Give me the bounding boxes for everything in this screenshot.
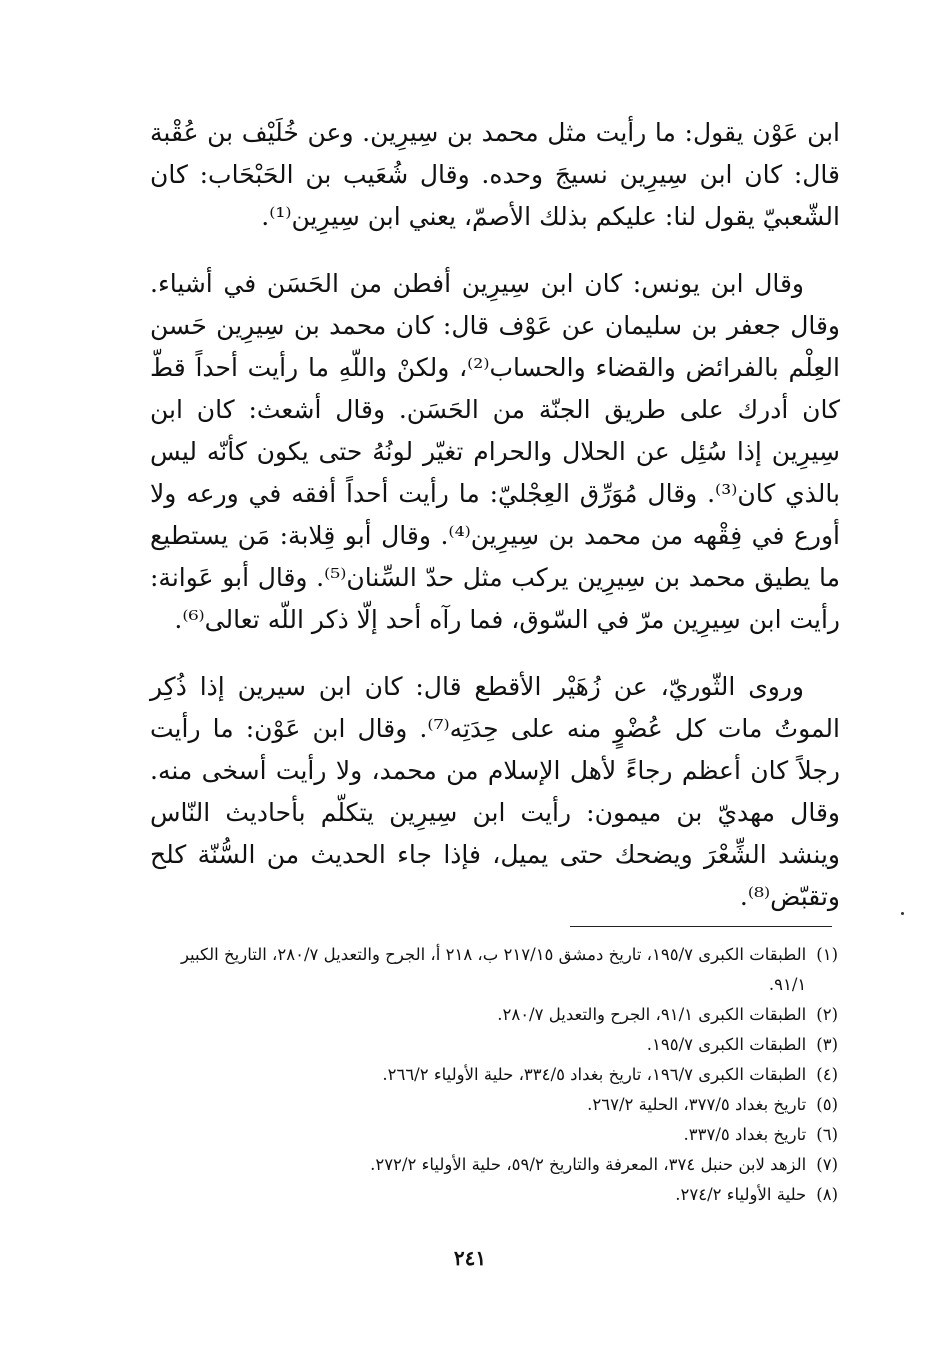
footnote-text: تاريخ بغداد ٣٧٧/٥، الحلية ٢٦٧/٢.	[587, 1095, 807, 1114]
paragraph-2: وقال ابن يونس: كان ابن سِيرِين أفطن من الحَسَن في أشياء. وقال جعفر بن سليمان عن عَوْف قال: كان محمد بن سِيرِين حَسن العِلْم بالفرائض والقضاء والحساب⁽²⁾، ولكنْ واللّهِ ما رأيت أحداً قطّ كان أدرك على طريق الجنّة من الحَسَن. وقال أشعث: كان ابن سِيرِين إذا سُئِل عن الحلال والحرام تغيّر لونُهُ حتى يكون كأنّه ليس بالذي كان⁽³⁾. وقال مُوَرِّق العِجْليّ: ما رأيت أحداً أفقه في ورعه ولا أورع في فِقْهه من محمد بن سِيرِين⁽⁴⁾. وقال أبو قِلابة: مَن يستطيع ما يطيق محمد بن سِيرِين يركب مثل حدّ السِّنان⁽⁵⁾. وقال أبو عَوانة: رأيت ابن سِيرِين مرّ في السّوق، فما رآه أحد إلّا ذكر اللّه تعالى⁽⁶⁾.	[150, 269, 840, 634]
footnote-separator	[570, 926, 832, 927]
footnote-4	[170, 1060, 838, 1090]
footnote-number: (٣)	[816, 1035, 838, 1054]
footnote-text: الطبقات الكبرى ٩١/١، الجرح والتعديل ٢٨٠/٧.	[497, 1005, 807, 1024]
footnote-number: (١)	[816, 945, 838, 964]
footnote-text: تاريخ بغداد ٣٣٧/٥.	[683, 1125, 807, 1144]
footnote-8	[170, 1180, 838, 1210]
footnote-number: (٤)	[816, 1065, 838, 1084]
paragraph-3: وروى الثّوريّ، عن زُهَيْر الأقطع قال: كان ابن سيرين إذا ذُكِر الموتُ مات كل عُضْوٍ منه على حِدَتِه⁽⁷⁾. وقال ابن عَوْن: ما رأيت رجلاً كان أعظم رجاءً لأهل الإسلام من محمد، ولا رأيت أسخى منه. وقال مهديّ بن ميمون: رأيت ابن سِيرِين يتكلّم بأحاديث النّاس وينشد الشِّعْرَ ويضحك حتى يميل، فإذا جاء الحديث من السُّنّة كلح وتقبّض⁽⁸⁾.	[150, 672, 840, 911]
footnote-number: (٧)	[816, 1155, 838, 1174]
footnote-number: (٦)	[816, 1125, 838, 1144]
scan-speck	[901, 912, 904, 915]
page-number: ٢٤١	[453, 1246, 487, 1270]
footnote-text: الزهد لابن حنبل ٣٧٤، المعرفة والتاريخ ٥٩/٢، حلية الأولياء ٢٧٢/٢.	[370, 1155, 807, 1174]
paragraph-1: ابن عَوْن يقول: ما رأيت مثل محمد بن سِيرِين. وعن خُلَيْف بن عُقْبة قال: كان ابن سِيرِين نسيجَ وحده. وقال شُعَيب بن الحَبْحَاب: كان الشّعبيّ يقول لنا: عليكم بذلك الأصمّ، يعني ابن سِيرِين⁽¹⁾.	[150, 118, 840, 231]
footnotes	[170, 940, 838, 1210]
footnote-number: (٨)	[816, 1185, 838, 1204]
footnote-text: الطبقات الكبرى ١٩٥/٧.	[646, 1035, 807, 1054]
footnote-number: (٢)	[816, 1005, 838, 1024]
footnote-text: الطبقات الكبرى ١٩٦/٧، تاريخ بغداد ٣٣٤/٥، حلية الأولياء ٢٦٦/٢.	[382, 1065, 807, 1084]
footnote-3	[170, 1030, 838, 1060]
footnote-1	[170, 940, 838, 1000]
footnote-6	[170, 1120, 838, 1150]
footnote-5	[170, 1090, 838, 1120]
footnote-text: الطبقات الكبرى ١٩٥/٧، تاريخ دمشق ٢١٧/١٥ ب، ٢١٨ أ، الجرح والتعديل ٢٨٠/٧، التاريخ الكبير ٩١/١.	[180, 945, 807, 994]
footnote-text: حلية الأولياء ٢٧٤/٢.	[675, 1185, 807, 1204]
footnote-7	[170, 1150, 838, 1180]
main-text	[150, 112, 840, 943]
footnote-number: (٥)	[816, 1095, 838, 1114]
footnote-2	[170, 1000, 838, 1030]
